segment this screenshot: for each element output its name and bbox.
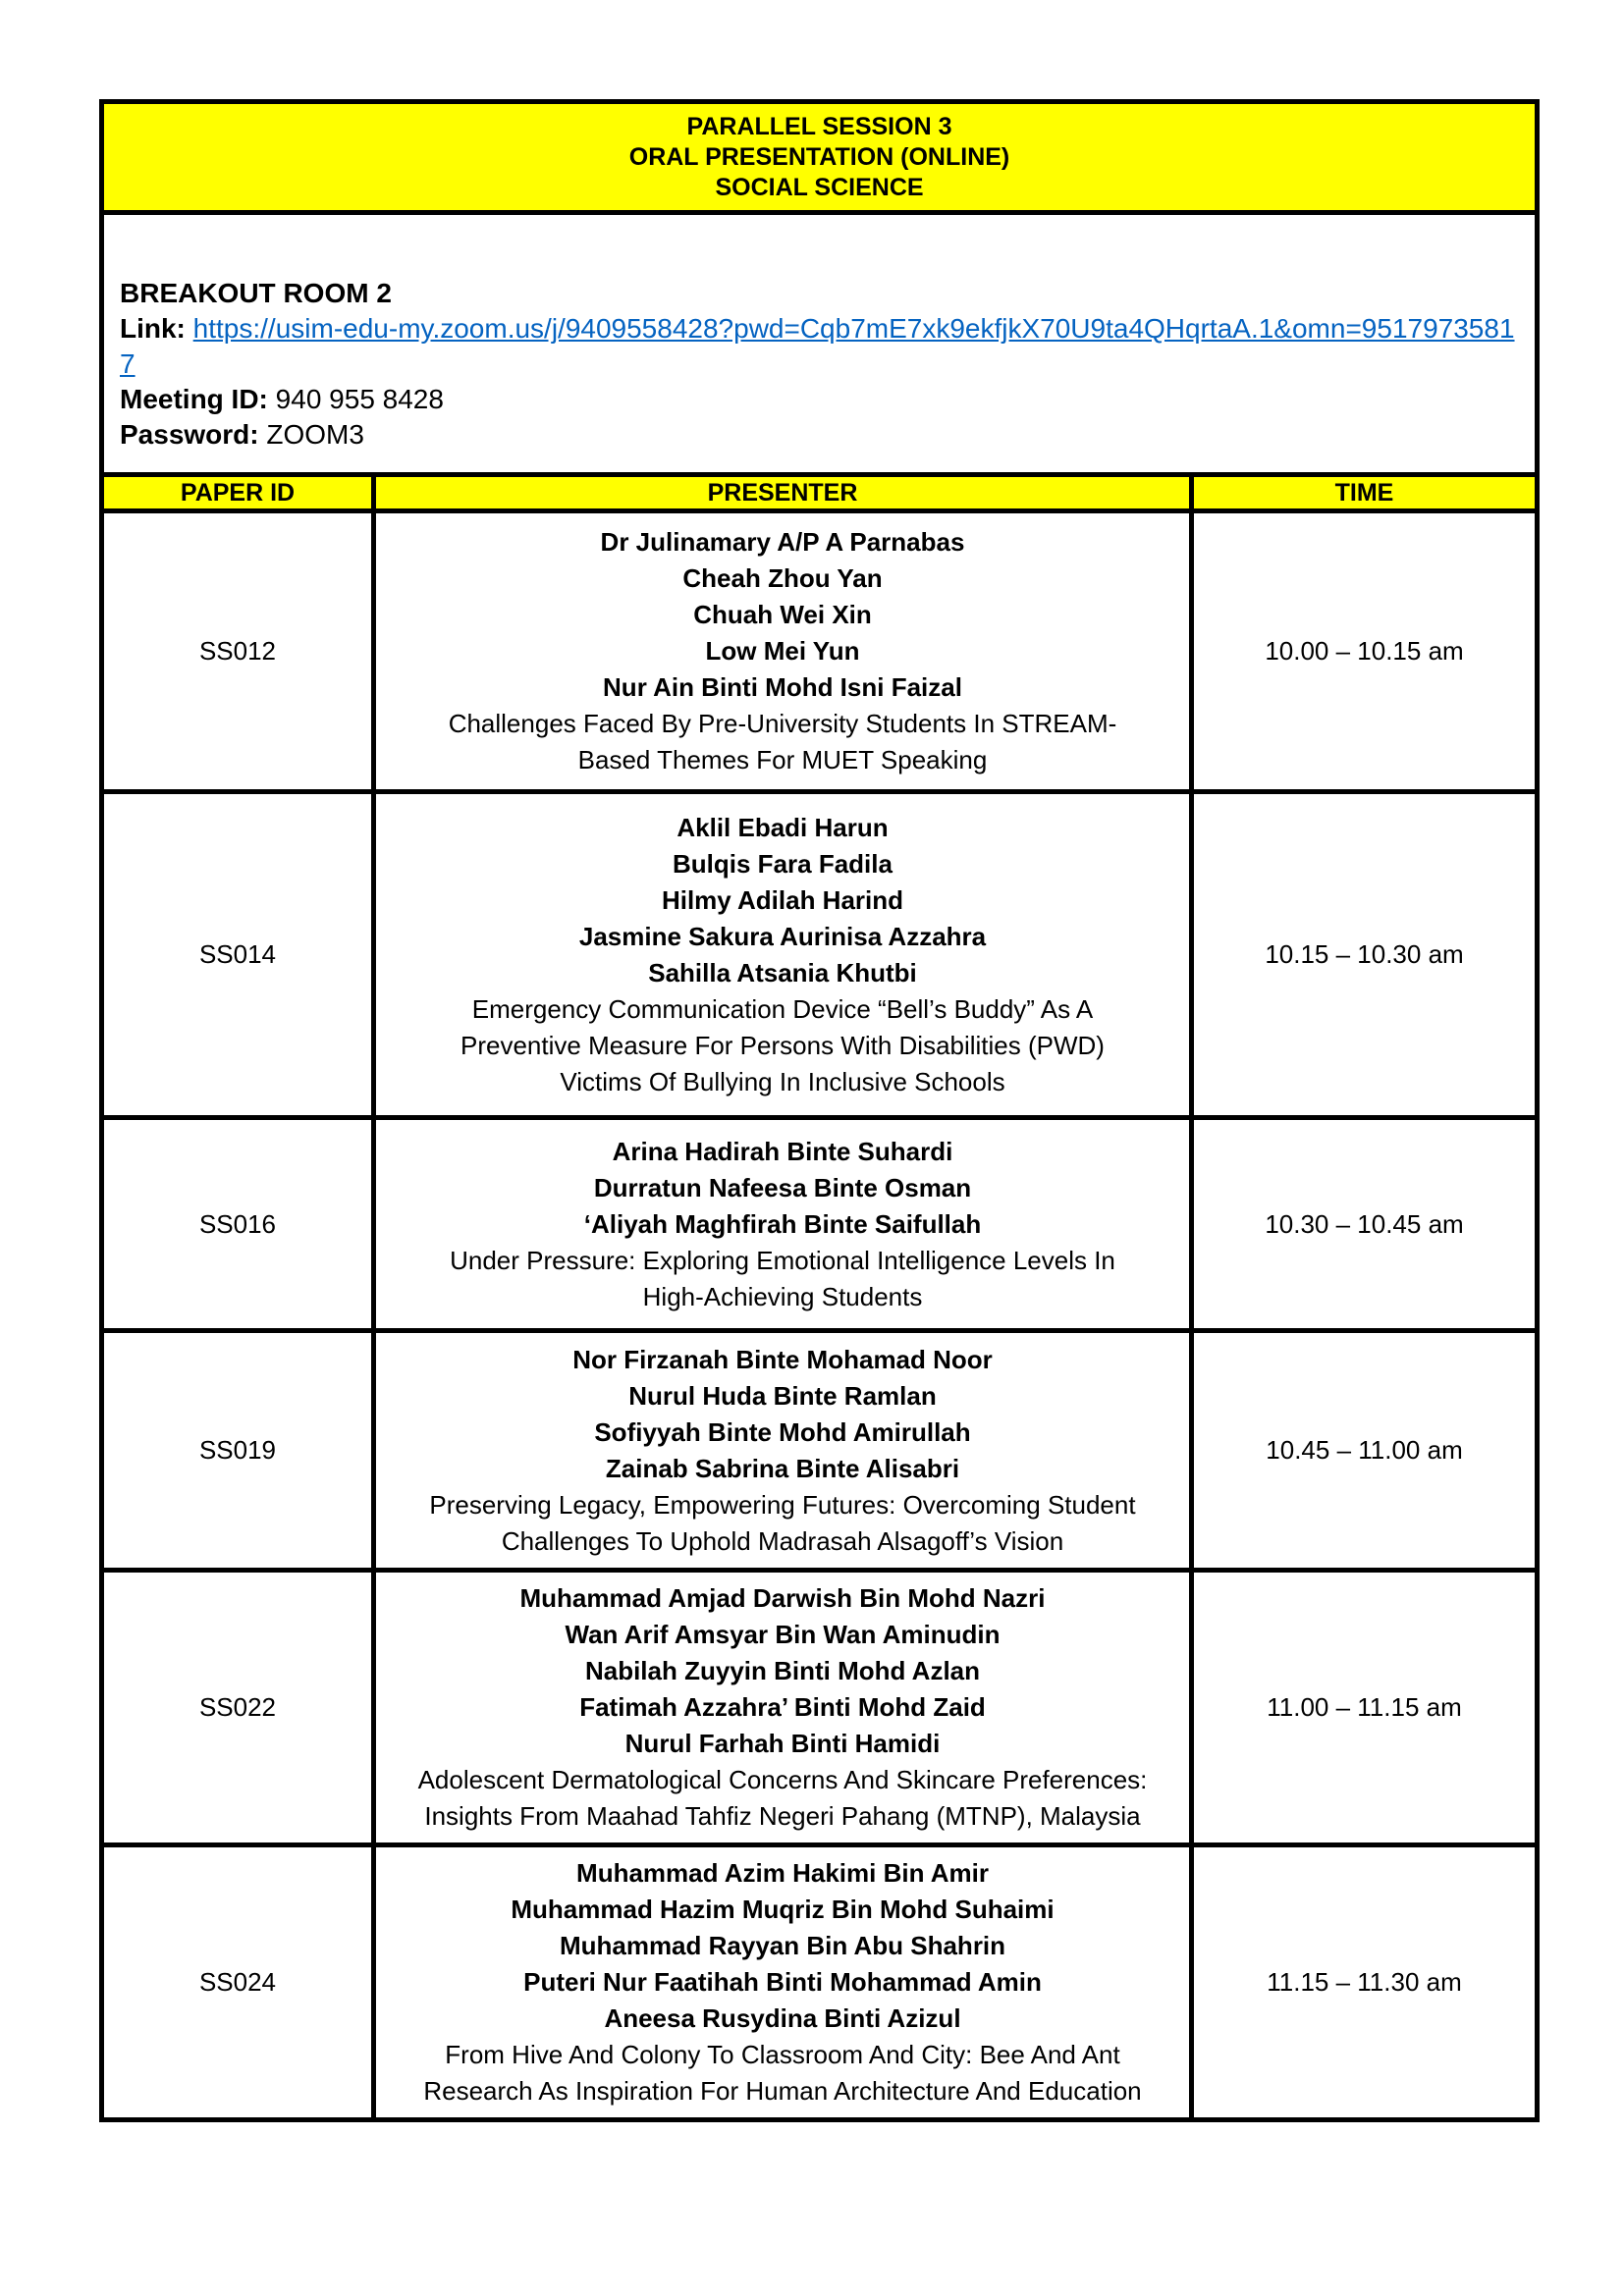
presenter-name: Fatimah Azzahra’ Binti Mohd Zaid [579, 1692, 986, 1722]
time-cell: 10.30 – 10.45 am [1192, 1118, 1538, 1331]
presenter-cell [374, 1571, 1192, 1845]
paper-title-line: Challenges To Uphold Madrasah Alsagoff’s Vision [501, 1525, 1064, 1556]
presenter-name: Sofiyyah Binte Mohd Amirullah [594, 1416, 971, 1447]
paper-title-line: Preventive Measure For Persons With Disabilities (PWD) [460, 1030, 1105, 1060]
time-cell: 11.00 – 11.15 am [1192, 1571, 1538, 1845]
meeting-id-value: 940 955 8428 [275, 384, 444, 414]
presenter-name: Dr Julinamary A/P A Parnabas [600, 527, 965, 557]
session-type: ORAL PRESENTATION (ONLINE) [628, 142, 1010, 171]
presenter-name: Low Mei Yun [705, 636, 860, 666]
presenter-name: Wan Arif Amsyar Bin Wan Aminudin [565, 1620, 1001, 1649]
time-cell: 10.15 – 10.30 am [1192, 792, 1538, 1118]
paper-title-line: Research As Inspiration For Human Architecture And Education [423, 2076, 1142, 2106]
presenter-cell [374, 511, 1192, 792]
presenter-name: Sahilla Atsania Khutbi [648, 957, 917, 988]
paper-id-cell: SS012 [102, 511, 374, 792]
presenter-name: ‘Aliyah Maghfirah Binte Saifullah [583, 1208, 982, 1239]
presenter-name: Nur Ain Binti Mohd Isni Faizal [603, 672, 962, 702]
presenter-cell [374, 792, 1192, 1118]
paper-title-line: From Hive And Colony To Classroom And City: Bee And Ant [445, 2040, 1120, 2069]
presenter-name: Zainab Sabrina Binte Alisabri [605, 1453, 960, 1483]
time-cell: 10.45 – 11.00 am [1192, 1331, 1538, 1571]
presenter-name: Nor Firzanah Binte Mohamad Noor [572, 1344, 993, 1374]
table-row [102, 1118, 1538, 1331]
column-header-time: TIME [1192, 475, 1538, 511]
time-cell: 11.15 – 11.30 am [1192, 1845, 1538, 2120]
link-line [120, 311, 1519, 382]
column-header-presenter: PRESENTER [374, 475, 1192, 511]
table-row [102, 1331, 1538, 1571]
column-header-row [102, 475, 1538, 511]
presenter-cell [374, 1118, 1192, 1331]
table-row [102, 1845, 1538, 2120]
presenter-name: Aneesa Rusydina Binti Azizul [604, 2003, 961, 2033]
link-label: Link: [120, 313, 186, 344]
table-row [102, 792, 1538, 1118]
schedule-table [99, 99, 1540, 2122]
presenter-name: Muhammad Amjad Darwish Bin Mohd Nazri [519, 1583, 1046, 1613]
presenter-name: Arina Hadirah Binte Suhardi [612, 1136, 953, 1166]
presenter-name: Durratun Nafeesa Binte Osman [593, 1172, 972, 1202]
presenter-name: Nabilah Zuyyin Binti Mohd Azlan [584, 1656, 981, 1685]
paper-id-cell: SS022 [102, 1571, 374, 1845]
paper-title-line: Based Themes For MUET Speaking [577, 745, 988, 774]
paper-id-cell: SS019 [102, 1331, 374, 1571]
presenter-name: Muhammad Azim Hakimi Bin Amir [576, 1858, 989, 1888]
zoom-link[interactable]: https://usim-edu-my.zoom.us/j/9409558428?pwd=Cqb7mE7xk9ekfjkX70U9ta4QHqrtaA.1&omn=95179735817 [120, 313, 1515, 379]
table-row [102, 511, 1538, 792]
room-info [102, 213, 1538, 475]
session-title: PARALLEL SESSION 3 [686, 112, 952, 140]
paper-id-cell: SS024 [102, 1845, 374, 2120]
password-label: Password: [120, 419, 259, 450]
table-row [102, 1571, 1538, 1845]
password-value: ZOOM3 [266, 419, 364, 450]
presenter-name: Jasmine Sakura Aurinisa Azzahra [578, 921, 987, 951]
room-title: BREAKOUT ROOM 2 [120, 278, 392, 308]
presenter-name: Bulqis Fara Fadila [673, 848, 893, 879]
presenter-name: Puteri Nur Faatihah Binti Mohammad Amin [523, 1967, 1042, 1997]
paper-id-cell: SS014 [102, 792, 374, 1118]
presenter-cell [374, 1331, 1192, 1571]
session-field: SOCIAL SCIENCE [715, 173, 924, 201]
presenter-name: Cheah Zhou Yan [682, 563, 883, 593]
presenter-name: Aklil Ebadi Harun [677, 812, 889, 842]
presenter-name: Muhammad Rayyan Bin Abu Shahrin [559, 1931, 1006, 1960]
meeting-id-line [120, 382, 1519, 417]
presenter-name: Nurul Huda Binte Ramlan [628, 1380, 937, 1411]
schedule-page [99, 99, 1535, 2122]
presenter-name: Chuah Wei Xin [693, 600, 872, 629]
time-cell: 10.00 – 10.15 am [1192, 511, 1538, 792]
column-header-paper-id: PAPER ID [102, 475, 374, 511]
paper-id-cell: SS016 [102, 1118, 374, 1331]
presenter-cell [374, 1845, 1192, 2120]
paper-title-line: Challenges Faced By Pre-University Students In STREAM- [448, 709, 1117, 738]
presenter-name: Muhammad Hazim Muqriz Bin Mohd Suhaimi [511, 1895, 1055, 1924]
paper-title-line: High-Achieving Students [642, 1281, 923, 1311]
presenter-name: Hilmy Adilah Harind [661, 884, 904, 915]
password-line [120, 417, 1519, 453]
paper-title-line: Emergency Communication Device “Bell’s Buddy” As A [471, 993, 1094, 1024]
session-header [102, 102, 1538, 213]
paper-title-line: Adolescent Dermatological Concerns And Skincare Preferences: [417, 1765, 1148, 1794]
paper-title-line: Insights From Maahad Tahfiz Negeri Pahang (MTNP), Malaysia [424, 1801, 1141, 1831]
paper-title-line: Preserving Legacy, Empowering Futures: Overcoming Student [429, 1489, 1136, 1520]
paper-title-line: Victims Of Bullying In Inclusive Schools [560, 1066, 1005, 1096]
paper-title-line: Under Pressure: Exploring Emotional Intelligence Levels In [450, 1245, 1115, 1275]
meeting-id-label: Meeting ID: [120, 384, 268, 414]
presenter-name: Nurul Farhah Binti Hamidi [624, 1729, 941, 1758]
